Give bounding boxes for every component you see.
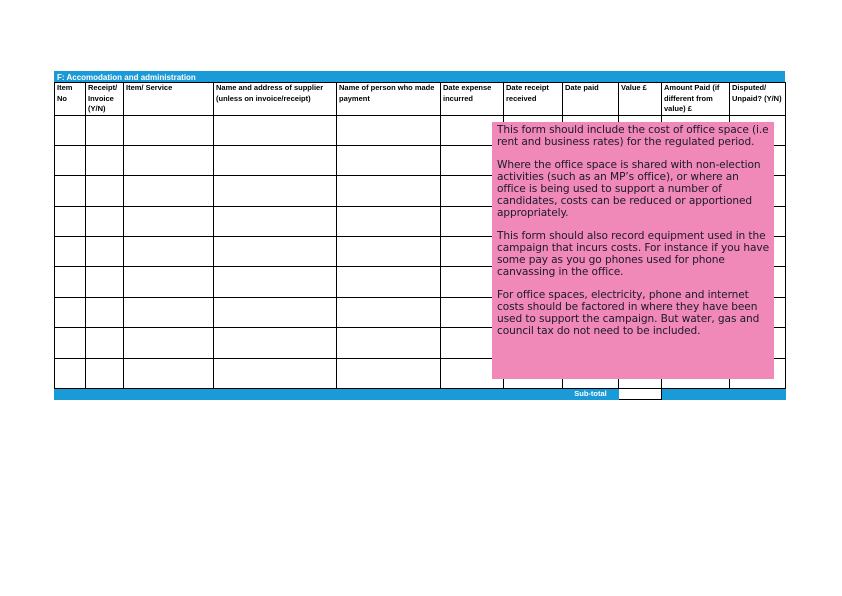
table-cell[interactable]: [124, 206, 214, 236]
table-cell[interactable]: [214, 358, 337, 388]
table-cell[interactable]: [337, 145, 441, 175]
table-cell[interactable]: [86, 237, 124, 267]
table-cell[interactable]: [55, 267, 86, 297]
table-cell[interactable]: [55, 328, 86, 358]
col-amount-paid: Amount Paid (if different from value) £: [662, 83, 730, 116]
header-row: [55, 83, 786, 116]
table-cell[interactable]: [86, 176, 124, 206]
col-item-service: Item/ Service: [124, 83, 214, 116]
subtotal-row: [55, 389, 786, 400]
table-cell[interactable]: [86, 358, 124, 388]
table-cell[interactable]: [214, 237, 337, 267]
table-cell[interactable]: [124, 145, 214, 175]
table-cell[interactable]: [124, 328, 214, 358]
col-date-incurred: Date expense incurred: [441, 83, 504, 116]
table-cell[interactable]: [337, 115, 441, 145]
subtotal-label: Sub-total: [563, 389, 619, 400]
table-cell[interactable]: [337, 358, 441, 388]
table-cell[interactable]: [214, 267, 337, 297]
table-cell[interactable]: [214, 297, 337, 327]
table-cell[interactable]: [124, 267, 214, 297]
table-cell[interactable]: [337, 237, 441, 267]
col-disputed: Disputed/ Unpaid? (Y/N): [730, 83, 786, 116]
table-cell[interactable]: [86, 297, 124, 327]
table-cell[interactable]: [337, 176, 441, 206]
table-cell[interactable]: [337, 297, 441, 327]
table-cell[interactable]: [337, 328, 441, 358]
subtotal-spacer: [55, 389, 563, 400]
note-paragraph: For office spaces, electricity, phone and internet costs should be factored in where they have been used to support the campaign. But water, gas and council tax do not need to be included.: [497, 289, 760, 337]
note-paragraph: This form should include the cost of office space (i.e rent and business rates) for the regulated period.: [497, 124, 769, 148]
col-value: Value £: [619, 83, 662, 116]
table-cell[interactable]: [337, 206, 441, 236]
table-cell[interactable]: [86, 206, 124, 236]
table-cell[interactable]: [124, 237, 214, 267]
table-cell[interactable]: [124, 358, 214, 388]
table-cell[interactable]: [86, 115, 124, 145]
table-cell[interactable]: [214, 328, 337, 358]
table-cell[interactable]: [124, 297, 214, 327]
table-cell[interactable]: [86, 145, 124, 175]
note-paragraph: This form should also record equipment used in the campaign that incurs costs. For instance if you have some pay as you go phones used for phone canvassing in the office.: [497, 230, 769, 278]
table-cell[interactable]: [55, 206, 86, 236]
col-payer: Name of person who made payment: [337, 83, 441, 116]
subtotal-amount-spacer: [662, 389, 730, 400]
table-cell[interactable]: [214, 115, 337, 145]
table-cell[interactable]: [124, 115, 214, 145]
col-date-receipt: Date receipt received: [504, 83, 563, 116]
note-paragraph: Where the office space is shared with non-election activities (such as an MP’s office), or where an office is being used to support a number of candidates, costs can be reduced or apportioned appropriately.: [497, 159, 761, 219]
table-cell[interactable]: [55, 297, 86, 327]
guidance-note: [492, 122, 774, 379]
subtotal-value-cell[interactable]: [619, 389, 662, 400]
table-cell[interactable]: [337, 267, 441, 297]
table-cell[interactable]: [86, 267, 124, 297]
col-date-paid: Date paid: [563, 83, 619, 116]
table-cell[interactable]: [55, 115, 86, 145]
col-receipt-invoice: Receipt/ Invoice (Y/N): [86, 83, 124, 116]
table-cell[interactable]: [55, 176, 86, 206]
table-cell[interactable]: [55, 237, 86, 267]
col-item-no: Item No: [55, 83, 86, 116]
table-cell[interactable]: [55, 145, 86, 175]
table-cell[interactable]: [55, 358, 86, 388]
subtotal-disputed-spacer: [730, 389, 786, 400]
table-cell[interactable]: [214, 176, 337, 206]
table-cell[interactable]: [86, 328, 124, 358]
table-cell[interactable]: [214, 145, 337, 175]
col-supplier: Name and address of supplier (unless on invoice/receipt): [214, 83, 337, 116]
table-cell[interactable]: [214, 206, 337, 236]
section-title: F: Accomodation and administration: [54, 71, 785, 82]
table-cell[interactable]: [124, 176, 214, 206]
